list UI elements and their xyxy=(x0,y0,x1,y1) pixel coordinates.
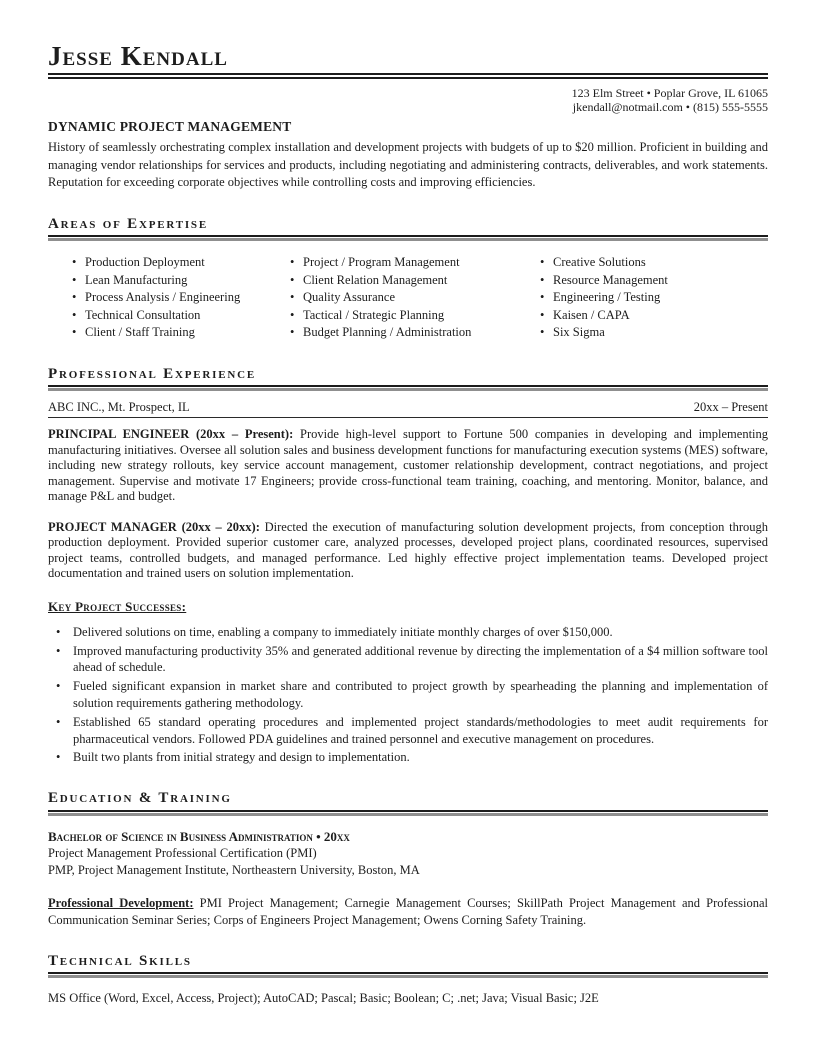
bullet-icon: • xyxy=(290,272,295,287)
role-principal-engineer xyxy=(48,427,768,505)
list-item-text: Creative Solutions xyxy=(553,255,646,270)
list-item xyxy=(56,678,768,712)
bullet-icon: • xyxy=(290,255,295,270)
list-item-text: Client / Staff Training xyxy=(85,325,195,340)
list-item-text: Technical Consultation xyxy=(85,307,201,322)
list-item xyxy=(290,289,516,307)
bullet-icon: • xyxy=(290,307,295,322)
list-item-text: Tactical / Strategic Planning xyxy=(303,307,445,322)
list-item-text: Kaisen / CAPA xyxy=(553,307,630,322)
list-item-text: Built two plants from initial strategy and design to implementation. xyxy=(73,750,410,765)
role-description: Directed the execution of manufacturing solution development projects, from conception through production deployment. Provided superior customer care, analyzed processes, developed project plans, coordinated resources, supervised project teams, controlled budgets, and managed performance. Led highly effective project implementation teams. Developed project documentation and trained users on solution implementation. xyxy=(48,519,768,581)
address-line: 123 Elm Street • Poplar Grove, IL 61065 xyxy=(571,86,768,101)
list-item xyxy=(540,254,768,272)
experience-heading: Professional Experience xyxy=(48,365,256,382)
professional-development xyxy=(48,895,768,929)
bullet-icon: • xyxy=(56,679,61,694)
role-title: PRINCIPAL ENGINEER (20xx – Present): xyxy=(48,427,294,442)
list-item-text: Delivered solutions on time, enabling a company to immediately initiate monthly charges of over $150,000. xyxy=(73,624,613,639)
bullet-icon: • xyxy=(56,643,61,658)
skills-text: MS Office (Word, Excel, Access, Project); AutoCAD; Pascal; Basic; Boolean; C; .net; Java; Visual Basic; J2E xyxy=(48,991,599,1006)
bullet-icon: • xyxy=(72,307,77,322)
expertise-column-1 xyxy=(48,254,266,342)
key-successes-label: Key Project Successes: xyxy=(48,598,187,614)
list-item-text: Process Analysis / Engineering xyxy=(85,290,241,305)
experience-section xyxy=(48,366,768,766)
key-successes-list xyxy=(48,624,768,766)
company-row xyxy=(48,391,768,418)
bullet-icon: • xyxy=(290,290,295,305)
institution-line: PMP, Project Management Institute, Northeastern University, Boston, MA xyxy=(48,862,420,877)
bullet-icon: • xyxy=(56,750,61,765)
education-section xyxy=(48,790,768,929)
role-project-manager xyxy=(48,520,768,582)
bullet-icon: • xyxy=(56,624,61,639)
expertise-columns xyxy=(48,254,768,342)
expertise-heading: Areas of Expertise xyxy=(48,215,208,232)
list-item-text: Budget Planning / Administration xyxy=(303,325,472,340)
expertise-section xyxy=(48,216,768,342)
list-item xyxy=(56,749,768,766)
degree-line: Bachelor of Science in Business Administration • 20xx xyxy=(48,828,350,844)
bullet-icon: • xyxy=(540,325,545,340)
list-item-text: Production Deployment xyxy=(85,255,205,270)
list-item xyxy=(72,324,266,342)
list-item xyxy=(290,324,516,342)
resume-header xyxy=(48,42,768,114)
list-item xyxy=(290,254,516,272)
company-name: ABC INC., Mt. Prospect, IL xyxy=(48,400,190,415)
contact-info xyxy=(48,86,768,114)
list-item xyxy=(72,254,266,272)
list-item-text: Six Sigma xyxy=(553,325,605,340)
section-divider xyxy=(48,972,768,978)
list-item-text: Client Relation Management xyxy=(303,272,448,287)
bullet-icon: • xyxy=(72,255,77,270)
employment-dates: 20xx – Present xyxy=(693,400,768,415)
list-item xyxy=(540,307,768,325)
list-item xyxy=(56,643,768,677)
professional-development-text: PMI Project Management; Carnegie Management Courses; SkillPath Project Management and Professional Communication Seminar Series; Corps of Engineers Project Management; Owens Corning Safety Training. xyxy=(48,895,768,927)
bullet-icon: • xyxy=(540,255,545,270)
list-item xyxy=(540,272,768,290)
bullet-icon: • xyxy=(72,325,77,340)
role-description: Provide high-level support to Fortune 500 companies in developing and implementing manufacturing initiatives. Oversee all solution sales and business development functions for manufacturing execution systems (MES) software, including new strategy rollouts, key service account management, customer relationship development, contract negotiations, and project management. Supervise and motivate 17 Engineers; provide cross-functional team training, coaching, and mentoring. Monitor, balance, and manage P&L and budget. xyxy=(48,427,769,504)
list-item-text: Engineering / Testing xyxy=(553,290,661,305)
skills-heading: Technical Skills xyxy=(48,952,192,969)
bullet-icon: • xyxy=(540,307,545,322)
header-divider xyxy=(48,73,768,79)
bullet-icon: • xyxy=(72,290,77,305)
bullet-icon: • xyxy=(72,272,77,287)
role-title: PROJECT MANAGER (20xx – 20xx): xyxy=(48,519,260,534)
expertise-column-2 xyxy=(266,254,516,342)
expertise-column-3 xyxy=(516,254,768,342)
list-item xyxy=(540,324,768,342)
bullet-icon: • xyxy=(540,290,545,305)
list-item-text: Lean Manufacturing xyxy=(85,272,188,287)
bullet-icon: • xyxy=(540,272,545,287)
certification-line: Project Management Professional Certification (PMI) xyxy=(48,845,317,860)
list-item xyxy=(72,307,266,325)
list-item xyxy=(72,272,266,290)
section-divider xyxy=(48,235,768,241)
list-item xyxy=(290,272,516,290)
candidate-name: Jesse Kendall xyxy=(48,41,228,71)
list-item xyxy=(290,307,516,325)
list-item-text: Project / Program Management xyxy=(303,255,460,270)
bullet-icon: • xyxy=(56,714,61,729)
summary-section xyxy=(48,119,768,192)
bullet-icon: • xyxy=(290,325,295,340)
list-item xyxy=(540,289,768,307)
summary-text: History of seamlessly orchestrating complex installation and development projects with budgets of up to $20 million. Proficient in building and managing vendor relationships for services and products, including negotiating and administering contracts, deliverables, and work statements. Reputation for exceeding corporate objectives while controlling costs and improving efficiencies. xyxy=(48,140,768,190)
education-heading: Education & Training xyxy=(48,790,232,807)
skills-section xyxy=(48,953,768,1007)
resume-title: DYNAMIC PROJECT MANAGEMENT xyxy=(48,119,292,135)
contact-line: jkendall@notmail.com • (815) 555-5555 xyxy=(572,100,768,115)
professional-development-label: Professional Development: xyxy=(48,895,194,910)
list-item-text: Improved manufacturing productivity 35% and generated additional revenue by directing the implementation of a $4 million software tool ahead of schedule. xyxy=(73,643,768,675)
key-successes-heading xyxy=(48,599,768,615)
list-item xyxy=(72,289,266,307)
list-item-text: Quality Assurance xyxy=(303,290,395,305)
list-item xyxy=(56,714,768,748)
list-item-text: Resource Management xyxy=(553,272,668,287)
list-item xyxy=(56,624,768,641)
list-item-text: Fueled significant expansion in market share and contributed to project growth by spearheading the planning and implementation of solution requirements gathering methodology. xyxy=(73,679,768,711)
list-item-text: Established 65 standard operating procedures and implemented project standards/methodologies to meet audit requirements for pharmaceutical vendors. Followed PDA guidelines and trained personnel and executive management on procedures. xyxy=(73,714,768,746)
section-divider xyxy=(48,810,768,816)
